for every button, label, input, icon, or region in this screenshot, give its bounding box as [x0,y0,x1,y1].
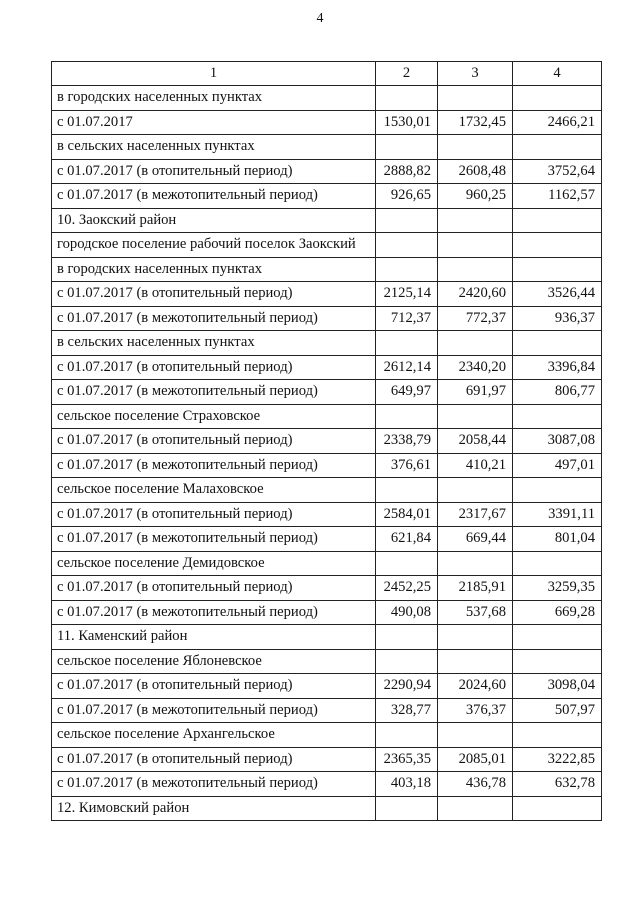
table-row [52,649,602,674]
value-cell-col-4: 801,04 [513,527,602,552]
value-cell-col-4: 3098,04 [513,674,602,699]
row-label-cell: сельское поселение Демидовское [52,551,376,576]
table-row [52,576,602,601]
value-cell-col-2: 376,61 [376,453,438,478]
table-row [52,723,602,748]
value-cell-col-2 [376,649,438,674]
value-cell-col-2 [376,625,438,650]
value-cell-col-3 [438,625,513,650]
value-cell-col-2: 2612,14 [376,355,438,380]
value-cell-col-4 [513,723,602,748]
table-row [52,772,602,797]
column-header-3: 3 [438,62,513,86]
value-cell-col-4: 3526,44 [513,282,602,307]
row-label-cell: с 01.07.2017 (в отопительный период) [52,674,376,699]
row-label-cell: 12. Кимовский район [52,796,376,821]
row-label-cell: сельское поселение Малаховское [52,478,376,503]
value-cell-col-2: 2338,79 [376,429,438,454]
table-row [52,257,602,282]
value-cell-col-4 [513,478,602,503]
row-label-cell: с 01.07.2017 (в межотопительный период) [52,380,376,405]
table-row [52,698,602,723]
value-cell-col-3: 2058,44 [438,429,513,454]
row-label-cell: сельское поселение Страховское [52,404,376,429]
value-cell-col-4 [513,208,602,233]
value-cell-col-4 [513,331,602,356]
value-cell-col-4: 2466,21 [513,110,602,135]
value-cell-col-4: 3222,85 [513,747,602,772]
value-cell-col-3 [438,233,513,258]
value-cell-col-2 [376,551,438,576]
value-cell-col-2 [376,135,438,160]
table-row [52,159,602,184]
value-cell-col-4 [513,135,602,160]
value-cell-col-4: 3396,84 [513,355,602,380]
value-cell-col-4 [513,233,602,258]
table-row [52,233,602,258]
value-cell-col-3 [438,208,513,233]
value-cell-col-4: 507,97 [513,698,602,723]
value-cell-col-3: 691,97 [438,380,513,405]
table-row [52,110,602,135]
row-label-cell: сельское поселение Яблоневское [52,649,376,674]
table-row [52,86,602,111]
row-label-cell: в городских населенных пунктах [52,86,376,111]
column-header-4: 4 [513,62,602,86]
value-cell-col-3 [438,331,513,356]
value-cell-col-3: 1732,45 [438,110,513,135]
value-cell-col-2: 328,77 [376,698,438,723]
value-cell-col-2 [376,404,438,429]
value-cell-col-3 [438,257,513,282]
value-cell-col-4: 3259,35 [513,576,602,601]
value-cell-col-3 [438,649,513,674]
row-label-cell: в сельских населенных пунктах [52,135,376,160]
row-label-cell: 10. Заокский район [52,208,376,233]
value-cell-col-3 [438,796,513,821]
table-row [52,306,602,331]
row-label-cell: с 01.07.2017 (в отопительный период) [52,159,376,184]
row-label-cell: с 01.07.2017 (в межотопительный период) [52,306,376,331]
table-row [52,184,602,209]
table-row [52,747,602,772]
value-cell-col-2: 649,97 [376,380,438,405]
value-cell-col-3: 376,37 [438,698,513,723]
row-label-cell: с 01.07.2017 (в отопительный период) [52,429,376,454]
row-label-cell: с 01.07.2017 [52,110,376,135]
row-label-cell: с 01.07.2017 (в межотопительный период) [52,600,376,625]
value-cell-col-2: 2125,14 [376,282,438,307]
row-label-cell: с 01.07.2017 (в межотопительный период) [52,772,376,797]
row-label-cell: с 01.07.2017 (в межотопительный период) [52,698,376,723]
value-cell-col-4 [513,625,602,650]
table-row [52,404,602,429]
row-label-cell: городское поселение рабочий поселок Заокский [52,233,376,258]
row-label-cell: 11. Каменский район [52,625,376,650]
table-row [52,208,602,233]
table-row [52,600,602,625]
row-label-cell: с 01.07.2017 (в отопительный период) [52,747,376,772]
value-cell-col-2: 2290,94 [376,674,438,699]
row-label-cell: сельское поселение Архангельское [52,723,376,748]
value-cell-col-3: 537,68 [438,600,513,625]
value-cell-col-3 [438,723,513,748]
value-cell-col-4: 1162,57 [513,184,602,209]
value-cell-col-2 [376,331,438,356]
value-cell-col-4: 3391,11 [513,502,602,527]
value-cell-col-3: 2085,01 [438,747,513,772]
row-label-cell: с 01.07.2017 (в межотопительный период) [52,184,376,209]
value-cell-col-2 [376,257,438,282]
table-row [52,331,602,356]
table-row [52,527,602,552]
column-header-1: 1 [52,62,376,86]
value-cell-col-2: 2584,01 [376,502,438,527]
value-cell-col-4: 3752,64 [513,159,602,184]
table-row [52,355,602,380]
value-cell-col-2 [376,478,438,503]
value-cell-col-3 [438,135,513,160]
value-cell-col-3 [438,551,513,576]
value-cell-col-2: 712,37 [376,306,438,331]
value-cell-col-3: 772,37 [438,306,513,331]
page-number: 4 [316,11,324,26]
row-label-cell: с 01.07.2017 (в отопительный период) [52,576,376,601]
column-header-2: 2 [376,62,438,86]
value-cell-col-4: 497,01 [513,453,602,478]
value-cell-col-2 [376,86,438,111]
table-row [52,453,602,478]
value-cell-col-3: 960,25 [438,184,513,209]
row-label-cell: в городских населенных пунктах [52,257,376,282]
value-cell-col-4 [513,649,602,674]
value-cell-col-3 [438,404,513,429]
value-cell-col-4: 806,77 [513,380,602,405]
value-cell-col-2: 621,84 [376,527,438,552]
table-row [52,502,602,527]
value-cell-col-4: 632,78 [513,772,602,797]
value-cell-col-2: 2365,35 [376,747,438,772]
value-cell-col-3: 2420,60 [438,282,513,307]
table-row [52,551,602,576]
row-label-cell: с 01.07.2017 (в отопительный период) [52,502,376,527]
table-row [52,380,602,405]
value-cell-col-3: 2608,48 [438,159,513,184]
table-row [52,429,602,454]
value-cell-col-2 [376,796,438,821]
value-cell-col-4 [513,404,602,429]
value-cell-col-2: 403,18 [376,772,438,797]
table-header-row [52,62,602,86]
row-label-cell: с 01.07.2017 (в отопительный период) [52,282,376,307]
value-cell-col-2: 2888,82 [376,159,438,184]
table-row [52,135,602,160]
row-label-cell: с 01.07.2017 (в межотопительный период) [52,527,376,552]
table-row [52,796,602,821]
value-cell-col-2: 926,65 [376,184,438,209]
value-cell-col-4 [513,257,602,282]
value-cell-col-2: 2452,25 [376,576,438,601]
value-cell-col-3: 2024,60 [438,674,513,699]
value-cell-col-3: 410,21 [438,453,513,478]
table-row [52,478,602,503]
row-label-cell: в сельских населенных пунктах [52,331,376,356]
table-body [52,86,602,821]
value-cell-col-4: 936,37 [513,306,602,331]
tariff-table [51,61,602,821]
value-cell-col-3 [438,86,513,111]
table-row [52,625,602,650]
value-cell-col-4: 3087,08 [513,429,602,454]
value-cell-col-3: 2340,20 [438,355,513,380]
value-cell-col-4: 669,28 [513,600,602,625]
value-cell-col-3: 2317,67 [438,502,513,527]
row-label-cell: с 01.07.2017 (в межотопительный период) [52,453,376,478]
table-row [52,282,602,307]
value-cell-col-3: 436,78 [438,772,513,797]
value-cell-col-2: 1530,01 [376,110,438,135]
value-cell-col-3: 669,44 [438,527,513,552]
value-cell-col-4 [513,86,602,111]
value-cell-col-2: 490,08 [376,600,438,625]
table-row [52,674,602,699]
value-cell-col-2 [376,723,438,748]
row-label-cell: с 01.07.2017 (в отопительный период) [52,355,376,380]
value-cell-col-3 [438,478,513,503]
value-cell-col-4 [513,551,602,576]
value-cell-col-2 [376,208,438,233]
value-cell-col-4 [513,796,602,821]
value-cell-col-3: 2185,91 [438,576,513,601]
value-cell-col-2 [376,233,438,258]
